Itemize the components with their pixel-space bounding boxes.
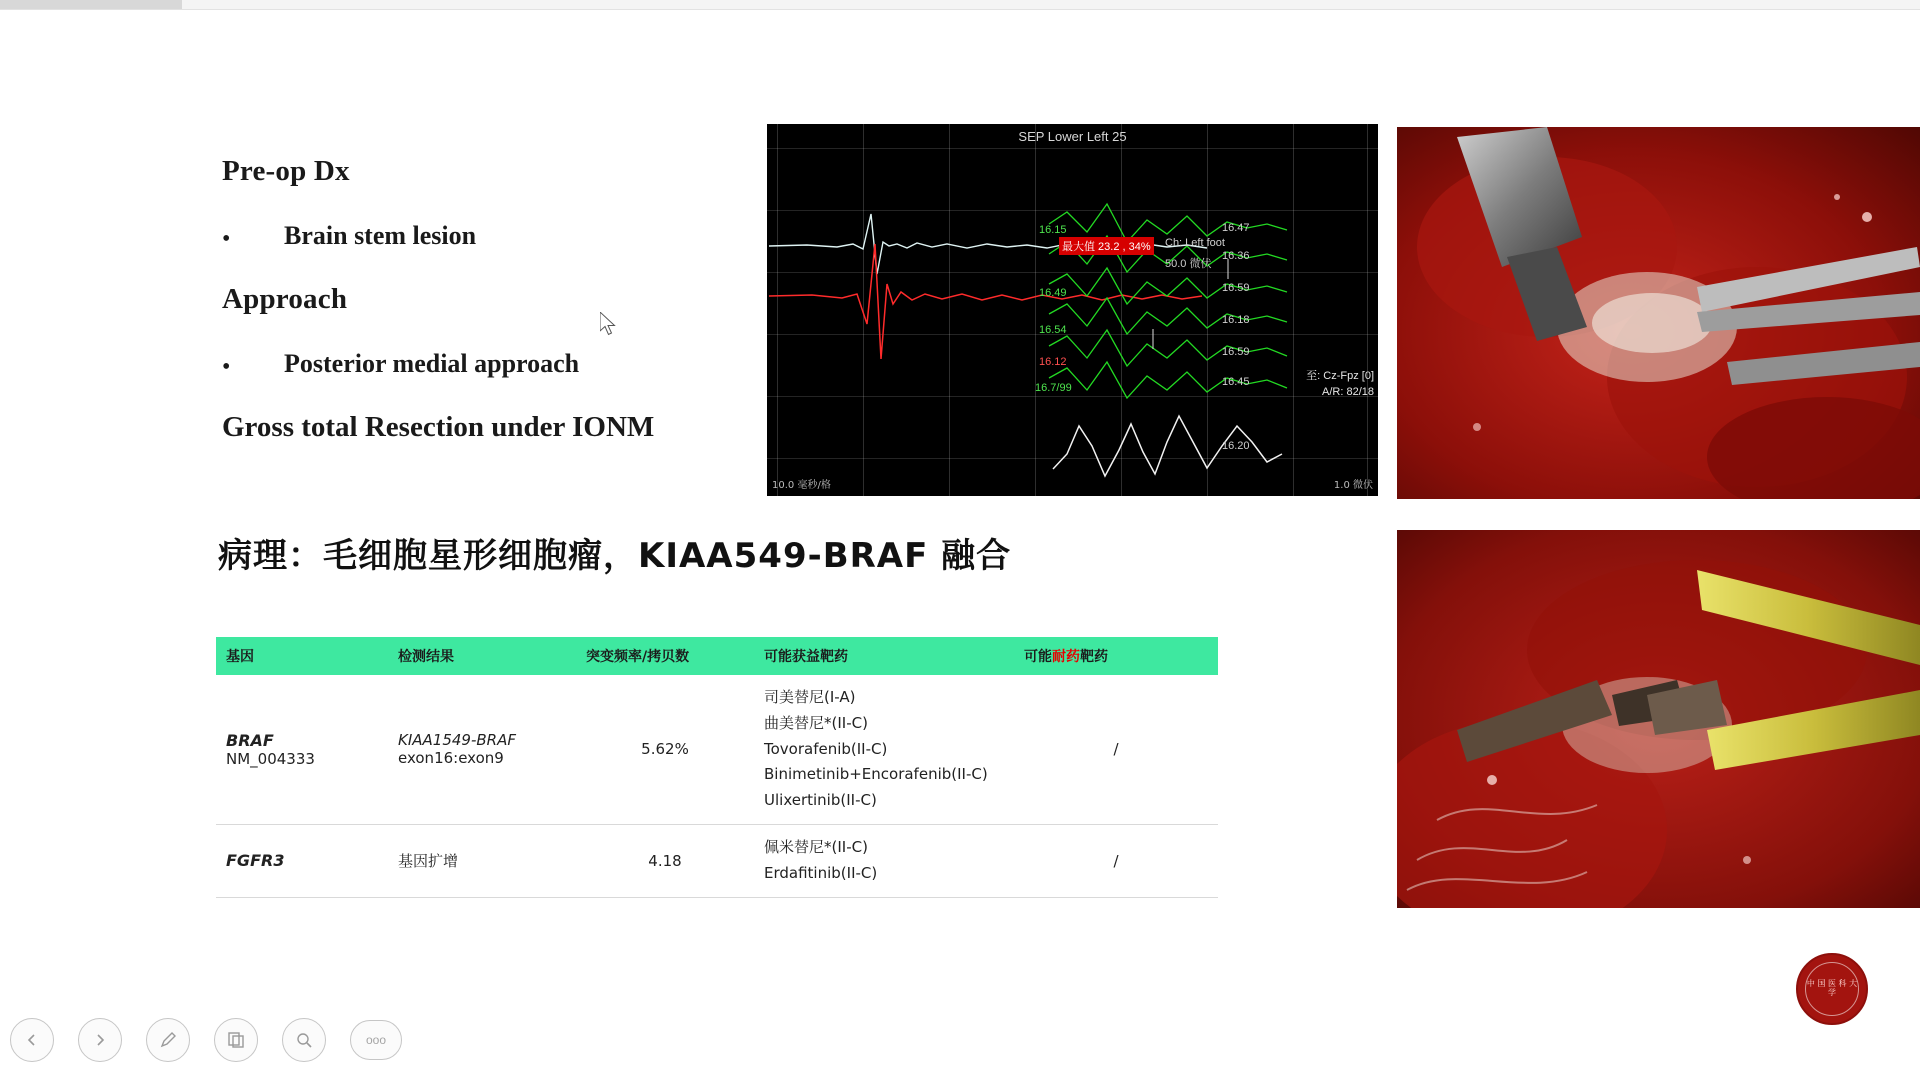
heading-gross-total-resection: Gross total Resection under IONM <box>222 411 655 443</box>
ionm-latency-left-2: 16.49 <box>1039 287 1067 299</box>
ionm-latency-right-6: 16.45 <box>1222 376 1250 388</box>
ionm-latency-left-4: 16.12 <box>1039 356 1067 368</box>
ionm-latency-left-1: 16.15 <box>1039 224 1067 236</box>
bullet-marker-icon: • <box>222 354 231 380</box>
ionm-latency-right-3: 16.59 <box>1222 282 1250 294</box>
th-result: 检测结果 <box>388 637 576 675</box>
benefit-drug-item: Tovorafenib(II-C) <box>764 739 888 758</box>
zoom-button[interactable] <box>282 1018 326 1062</box>
cell-benefit-drugs <box>754 824 1014 897</box>
slide-toolbar[interactable] <box>10 1018 402 1062</box>
cell-gene-name <box>216 824 388 897</box>
table-row <box>216 824 1218 897</box>
th-benefit-drugs: 可能获益靶药 <box>754 637 1014 675</box>
result-line-1: 基因扩增 <box>398 852 459 871</box>
th-frequency: 突变频率/拷贝数 <box>576 637 754 675</box>
benefit-drug-item: 司美替尼(I-A) <box>764 688 856 706</box>
magnifier-icon <box>295 1031 313 1049</box>
gene-report-table <box>216 637 1218 898</box>
ionm-latency-left-3: 16.54 <box>1039 324 1067 336</box>
ionm-latency-right-4: 16.18 <box>1222 314 1250 326</box>
ionm-latency-right-1: 16.47 <box>1222 222 1250 234</box>
ionm-latency-left-5: 16.7/99 <box>1035 382 1072 394</box>
next-slide-button[interactable] <box>78 1018 122 1062</box>
bullet-marker-icon: • <box>222 226 231 252</box>
cell-benefit-drugs <box>754 675 1014 824</box>
ionm-latency-right-2: 16.36 <box>1222 250 1250 262</box>
th-gene: 基因 <box>216 637 388 675</box>
logo-text: 中 国 医 科 大 学 <box>1805 962 1859 1016</box>
ionm-latency-right-7: 16.20 <box>1222 440 1250 452</box>
surgical-photo-upper <box>1397 127 1920 499</box>
ionm-ar-label: A/R: 82/18 <box>1322 386 1374 398</box>
table-header-row <box>216 637 1218 675</box>
slide-overview-button[interactable] <box>214 1018 258 1062</box>
bullet-label-lesion: Brain stem lesion <box>284 221 477 250</box>
ionm-channel-label: Ch: Left foot <box>1165 237 1225 249</box>
gene-transcript: NM_004333 <box>226 749 315 768</box>
ionm-latency-right-5: 16.59 <box>1222 346 1250 358</box>
ionm-amplitude-label: 50.0 微伏 <box>1165 258 1212 270</box>
ellipsis-icon: ooo <box>365 1033 387 1047</box>
ionm-time-scale-right: 1.0 微伏 <box>1333 480 1373 491</box>
cell-resistance: / <box>1014 675 1218 824</box>
pen-icon <box>159 1031 177 1049</box>
chevron-right-icon <box>93 1033 107 1047</box>
cell-result <box>388 824 576 897</box>
gene-symbol: BRAF <box>226 730 274 750</box>
ionm-monitor-panel <box>767 124 1378 496</box>
gene-symbol: FGFR3 <box>226 851 285 871</box>
benefit-drug-item: Erdafitinib(II-C) <box>764 863 878 882</box>
window-top-strip <box>0 0 1920 10</box>
grid-icon <box>227 1031 245 1049</box>
ionm-alert-badge: 最大值 23.2 , 34% <box>1059 237 1154 255</box>
more-options-button[interactable] <box>350 1020 402 1060</box>
ionm-montage-label: 至: Cz-Fpz [0] <box>1306 370 1374 382</box>
mouse-cursor-icon <box>600 312 620 338</box>
heading-preop-dx: Pre-op Dx <box>222 155 350 187</box>
pen-tool-button[interactable] <box>146 1018 190 1062</box>
ionm-time-scale-left: 10.0 毫秒/格 <box>772 480 831 491</box>
benefit-drug-item: 曲美替尼*(II-C) <box>764 713 868 732</box>
ionm-waveform-traces <box>767 124 1378 496</box>
cell-gene-name <box>216 675 388 824</box>
bullet-label-approach: Posterior medial approach <box>284 349 580 378</box>
cell-result <box>388 675 576 824</box>
benefit-drug-item: Binimetinib+Encorafenib(II-C) <box>764 765 988 784</box>
benefit-drug-item: 佩米替尼*(II-C) <box>764 837 868 856</box>
result-line-1: KIAA1549-BRAF <box>398 731 516 750</box>
window-top-strip-accent <box>0 0 182 9</box>
chevron-left-icon <box>25 1033 39 1047</box>
cell-frequency: 5.62% <box>576 675 754 824</box>
institution-logo <box>1796 953 1868 1025</box>
pathology-line: 病理：毛细胞星形细胞瘤，KIAA549-BRAF 融合 <box>218 536 1012 576</box>
benefit-drug-item: Ulixertinib(II-C) <box>764 791 877 810</box>
heading-approach: Approach <box>222 283 348 315</box>
cell-frequency: 4.18 <box>576 824 754 897</box>
table-row <box>216 675 1218 824</box>
previous-slide-button[interactable] <box>10 1018 54 1062</box>
result-line-2: exon16:exon9 <box>398 749 504 768</box>
surgical-photo-lower <box>1397 530 1920 908</box>
cell-resistance: / <box>1014 824 1218 897</box>
ionm-title: SEP Lower Left 25 <box>1018 129 1127 144</box>
th-resistance-drugs: 可能耐药靶药 <box>1014 637 1218 675</box>
